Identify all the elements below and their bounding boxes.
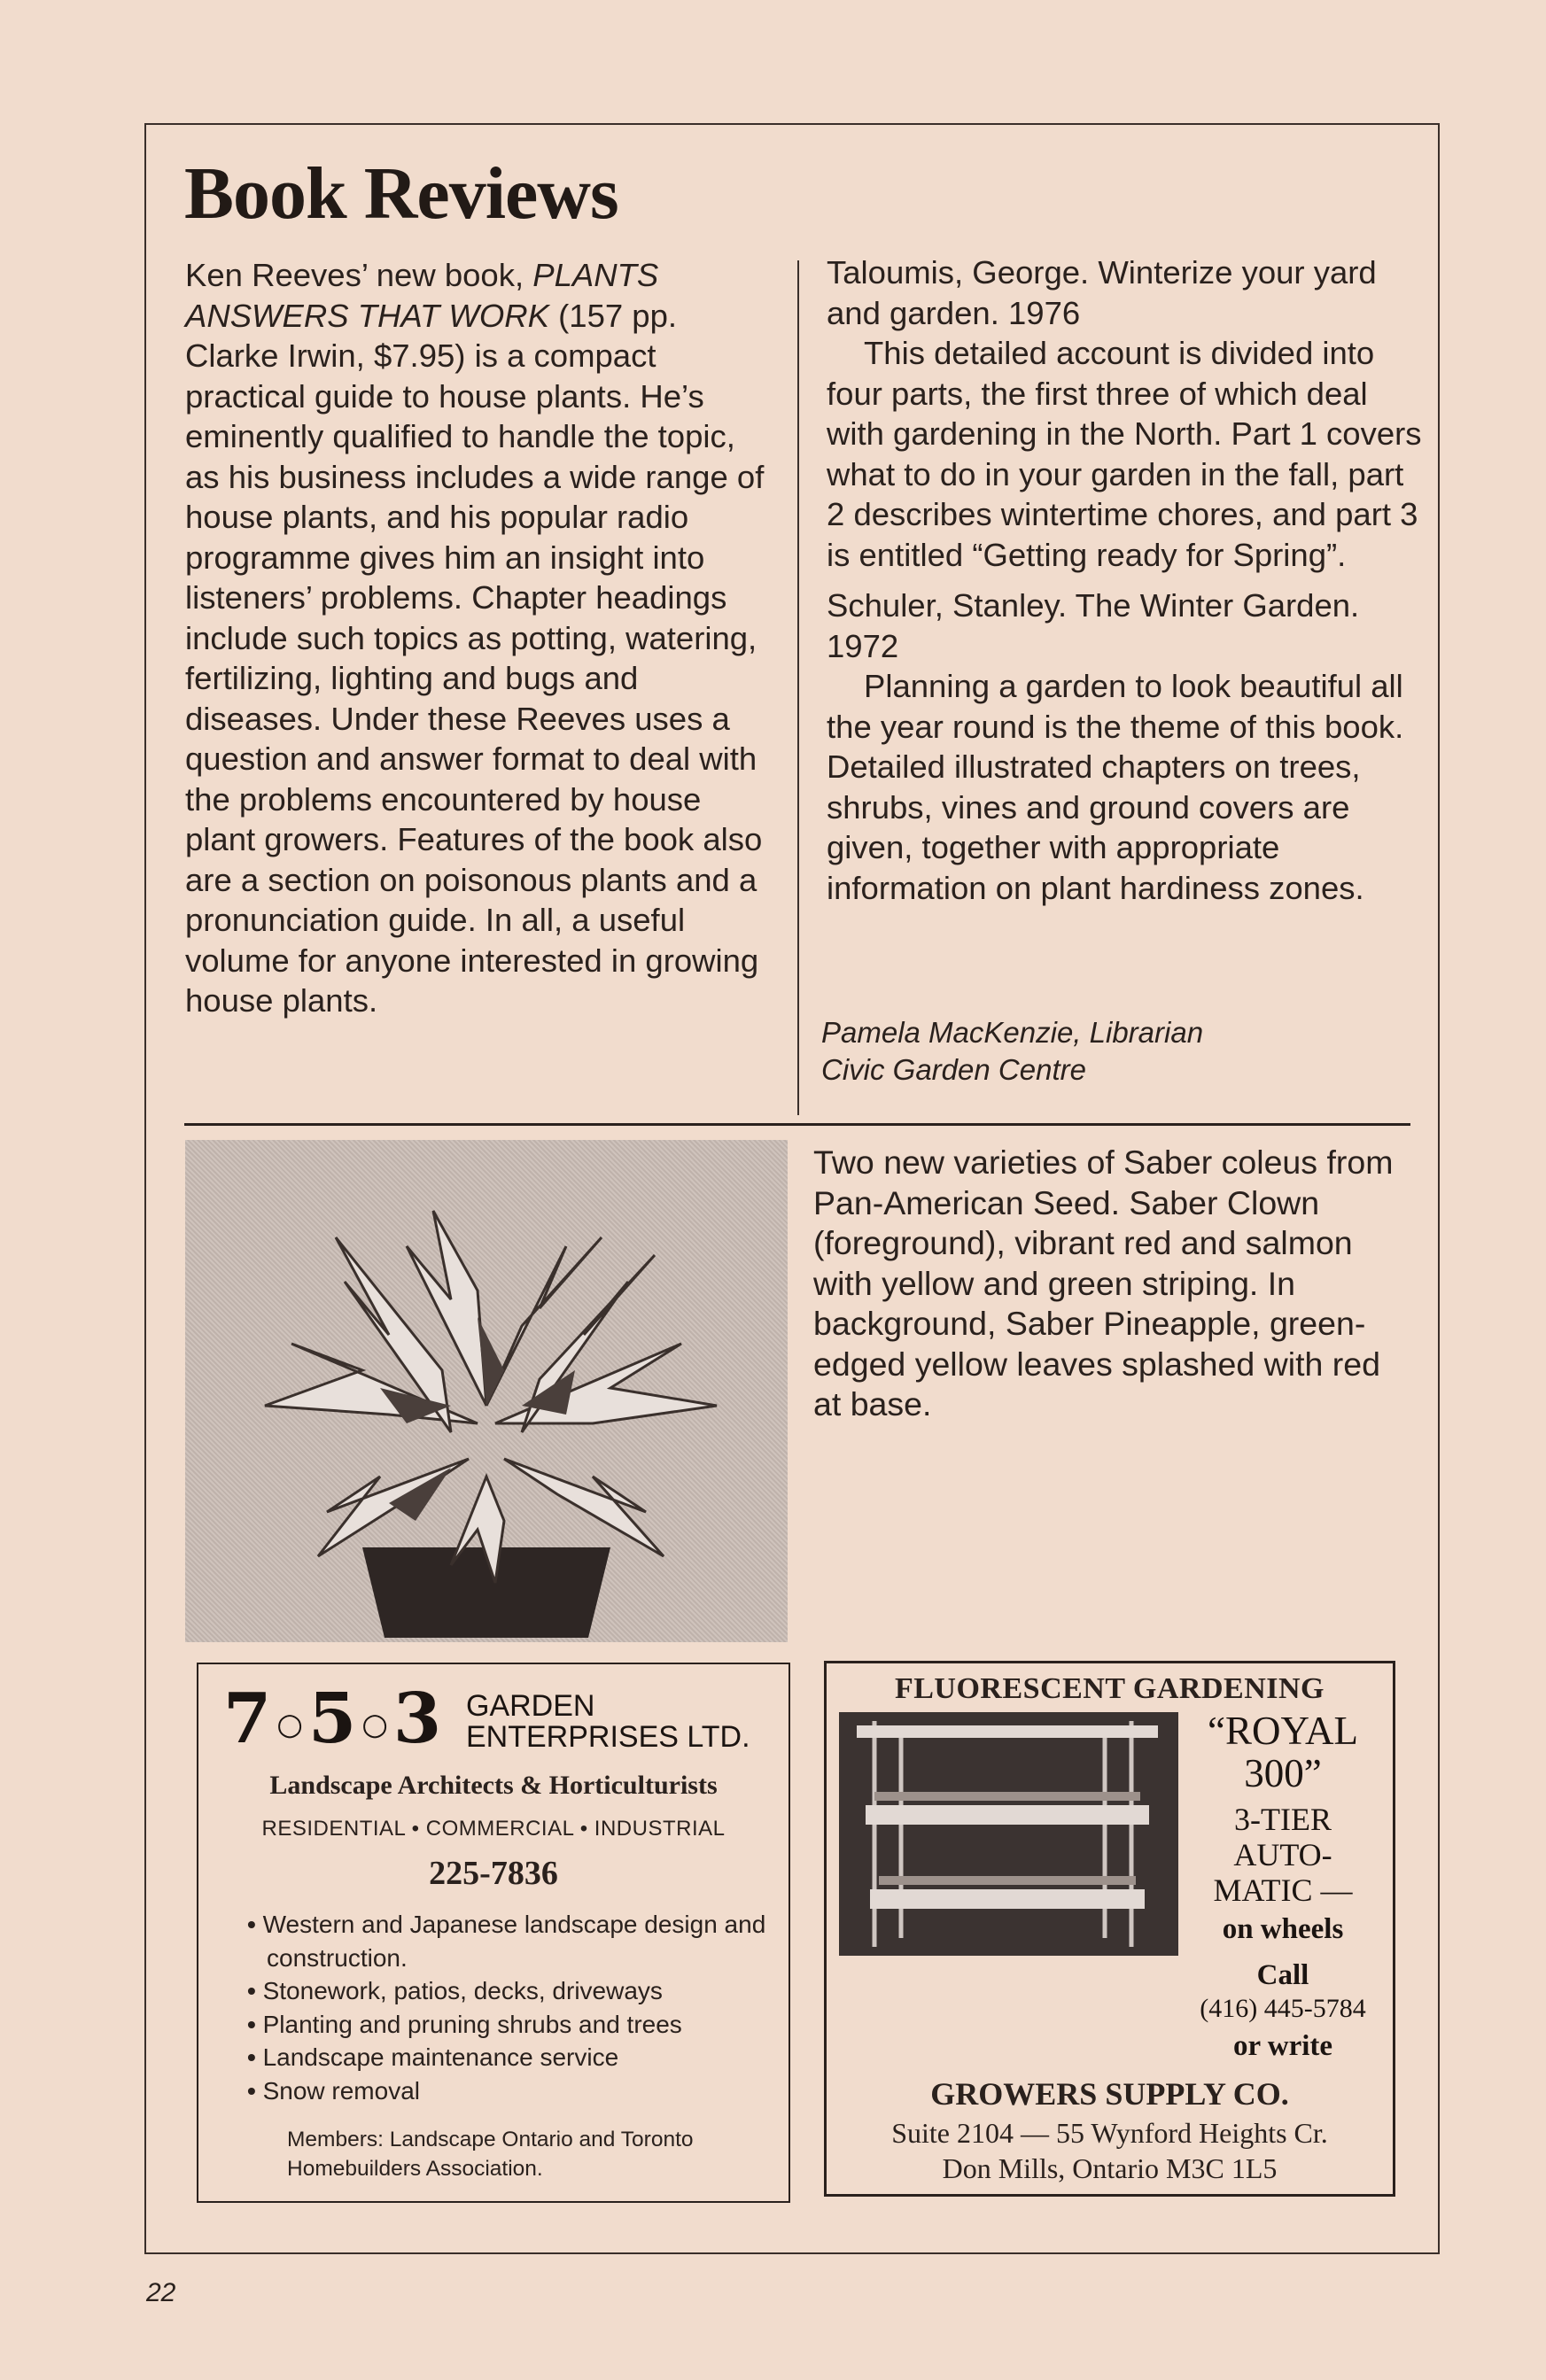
reviewer-byline — [821, 1014, 1203, 1089]
page-number: 22 — [146, 2278, 176, 2307]
supplier-address — [827, 2115, 1393, 2186]
product-desc-line2: AUTO- — [1233, 1837, 1332, 1872]
entry2-citation: Schuler, Stanley. The Winter Garden. 1972 — [827, 587, 1360, 664]
membership-note: Members: Landscape Ontario and Toronto Homebuilders Association. — [287, 2128, 694, 2181]
ad-heading: FLUORESCENT GARDENING — [894, 1672, 1325, 1705]
product-name-line2: 300” — [1244, 1751, 1322, 1795]
review-left-text — [185, 255, 770, 1021]
byline-org: Civic Garden Centre — [821, 1053, 1086, 1086]
fluorescent-gardening-ad — [824, 1661, 1395, 2197]
photo-caption: Two new varieties of Saber coleus from Pan-American Seed. Saber Clown (foreground), vibrant red and salmon with yellow and green striping. In background, Saber Pineapple, green-edged yellow leaves splashed with red at base. — [813, 1143, 1394, 1423]
coleus-plant-illustration — [185, 1140, 788, 1642]
list-item: • Landscape maintenance service — [247, 2041, 779, 2074]
product-name-line1: “ROYAL — [1208, 1709, 1358, 1753]
coleus-photo — [185, 1140, 788, 1642]
review-lead: Ken Reeves’ new book, — [185, 257, 533, 293]
logo-dot-icon: ○ — [361, 1706, 388, 1742]
supplier-name: GROWERS SUPPLY CO. — [930, 2076, 1289, 2112]
product-desc-line1: 3-TIER — [1234, 1802, 1332, 1837]
service-types: RESIDENTIAL • COMMERCIAL • INDUSTRIAL — [261, 1817, 726, 1841]
address-line2: Don Mills, Ontario M3C 1L5 — [942, 2152, 1278, 2184]
entry2-body: Planning a garden to look beautiful all the year round is the theme of this book. Detailed illustrated chapters on trees, shrubs, vines and ground covers are given, together with appropriate information on plant hardiness zones. — [827, 668, 1404, 906]
company-name-line2: ENTERPRISES LTD. — [466, 1720, 750, 1754]
company-phone: 225-7836 — [429, 1855, 558, 1892]
company-tagline: Landscape Architects & Horticulturists — [269, 1771, 718, 1800]
list-item: • Western and Japanese landscape design and construction. — [247, 1908, 779, 1974]
review-right-column — [827, 252, 1429, 908]
ad-logo — [223, 1678, 442, 1760]
product-desc-line4: on wheels — [1222, 1913, 1344, 1945]
page-heading: Book Reviews — [184, 152, 618, 235]
garden-enterprises-ad — [197, 1663, 790, 2203]
list-item: • Planting and pruning shrubs and trees — [247, 2008, 779, 2042]
company-name — [466, 1691, 750, 1753]
call-label: Call — [1256, 1959, 1309, 1991]
logo-digit-3: 3 — [392, 1678, 442, 1759]
logo-dot-icon: ○ — [276, 1706, 303, 1742]
byline-name: Pamela MacKenzie, Librarian — [821, 1016, 1204, 1049]
entry1-citation: Taloumis, George. Winterize your yard and garden. 1976 — [827, 254, 1377, 331]
plant-stand-photo — [839, 1712, 1178, 1956]
services-list — [247, 1908, 779, 2107]
book-title: PLANTS ANSWERS THAT WORK — [185, 257, 659, 334]
review-body: (157 pp. Clarke Irwin, $7.95) is a compact practical guide to house plants. He’s eminently qualified to handle the topic, as his business includes a wide range of house plants, and his popular radio programme gives him an insight into listeners’ problems. Chapter headings include such topics as potting, watering, fertilizing, lighting and bugs and diseases. Under these Reeves uses a question and answer format to deal with the problems encountered by house plant growers. Features of the book also are a section on poisonous plants and a pronunciation guide. In all, a useful volume for anyone interested in growing house plants. — [185, 297, 765, 1019]
review-left-column — [185, 255, 770, 1021]
entry1-body: This detailed account is divided into four parts, the first three of which deal with gardening in the North. Part 1 covers what to do in your garden in the fall, part 2 describes wintertime chores, and part 3 is entitled “Getting ready for Spring”. — [827, 335, 1422, 573]
or-write-label: or write — [1232, 2030, 1333, 2062]
list-item: • Stonework, patios, decks, driveways — [247, 1974, 779, 2008]
section-rule — [184, 1123, 1410, 1126]
logo-digit-2: 5 — [307, 1678, 357, 1759]
product-desc-line3: MATIC — — [1213, 1872, 1353, 1908]
list-item: • Snow removal — [247, 2074, 779, 2108]
logo-digit-1: 7 — [223, 1678, 272, 1759]
column-divider — [797, 260, 799, 1115]
contact-phone: (416) 445-5784 — [1200, 1994, 1366, 2023]
address-line1: Suite 2104 — 55 Wynford Heights Cr. — [891, 2117, 1328, 2149]
company-name-line1: GARDEN — [466, 1689, 595, 1723]
plant-stand-illustration — [839, 1712, 1178, 1956]
product-details — [1177, 1709, 1389, 2064]
